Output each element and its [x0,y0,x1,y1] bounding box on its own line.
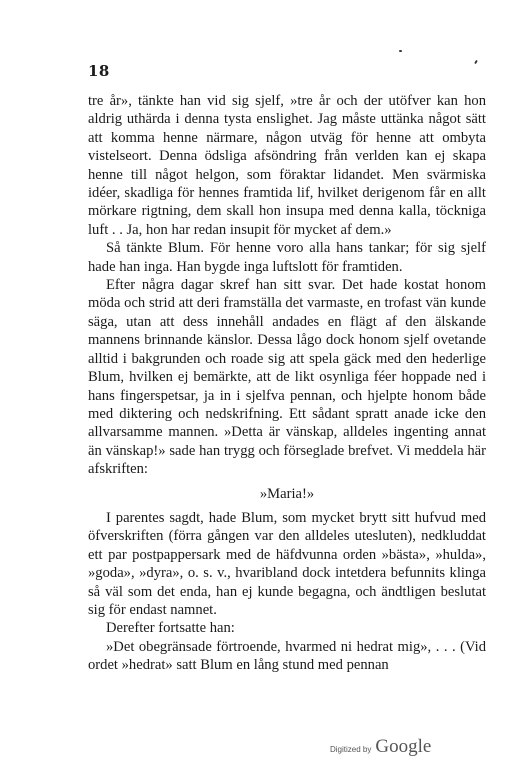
page-number: 18 [88,62,110,80]
paragraph-2: Så tänkte Blum. För henne voro alla hans tankar; för sig sjelf hade han inga. Han bygde inga luftslott för framtiden. [88,240,486,275]
letter-salutation: »Maria!» [259,485,315,502]
google-logo: Google [375,736,432,757]
ink-speck [474,60,478,64]
paragraph-4: I parentes sagdt, hade Blum, som mycket brytt sitt hufvud med öfverskriften (förra gången var den alldeles utesluten), nedkluddat ett par postpappersark med de häfdvunna orden »bästa», »hulda», »goda», »dyra», o. s. v., hvaribland dock intetdera befunnits klinga så väl som det enda, han ej kunde begagna, och ändtligen beslutat sig för endast namnet. [88,509,486,618]
paragraph-3: Efter några dagar skref han sitt svar. Det hade kostat honom möda och strid att deri framställa det varmaste, en trofast vän kunde säga, utan att dess innehåll andades en flägt af den älskande mannens brinnande känslor. Dessa lågo dock honom sjelf ovetande alltid i bakgrunden och roade sig att spela gäck med den hederlige Blum, hvilken ej bemärkte, att de likt osynliga féer hoppade ned i hans fingerspetsar, ja in i sjelfva pennan, och hjelpte honom både med diktering och nedskrifning. Ett sådant spratt anade icke den allvarsamme mannen. »Detta är vänskap, alldeles ingenting annat än vänskap!» sade han trygg och förseglade brefvet. Vi meddela här afskriften: [88,277,486,478]
paragraph-5: Derefter fortsatte han: [106,620,235,637]
paragraph-1: tre år», tänkte han vid sig sjelf, »tre år och der utöfver kan hon aldrig uthärda i denna tysta enslighet. Jag måste uttänka något sätt att komma henne närmare, någon utväg för henne att ombyta vistelseort. Denna ödsliga afsöndring från verlden kan ej skapa henne till något helgon, som föraktar lidandet. Men svärmiska idéer, skadliga för hennes framtida lif, hvilket derigenom får en allt mörkare rigtning, dem skall hon insupa med denna kalla, töckniga luft . . Ja, hon har redan insupit för mycket af dem.» [88,93,486,238]
paragraph-6: »Det obegränsade förtroende, hvarmed ni hedrat mig», . . . (Vid ordet »hedrat» satt Blum en lång stund med pennan [88,638,486,674]
watermark-prefix: Digitized by [330,745,372,754]
page-body-text [88,92,486,675]
digitization-watermark [330,736,431,758]
ink-speck [399,50,402,52]
